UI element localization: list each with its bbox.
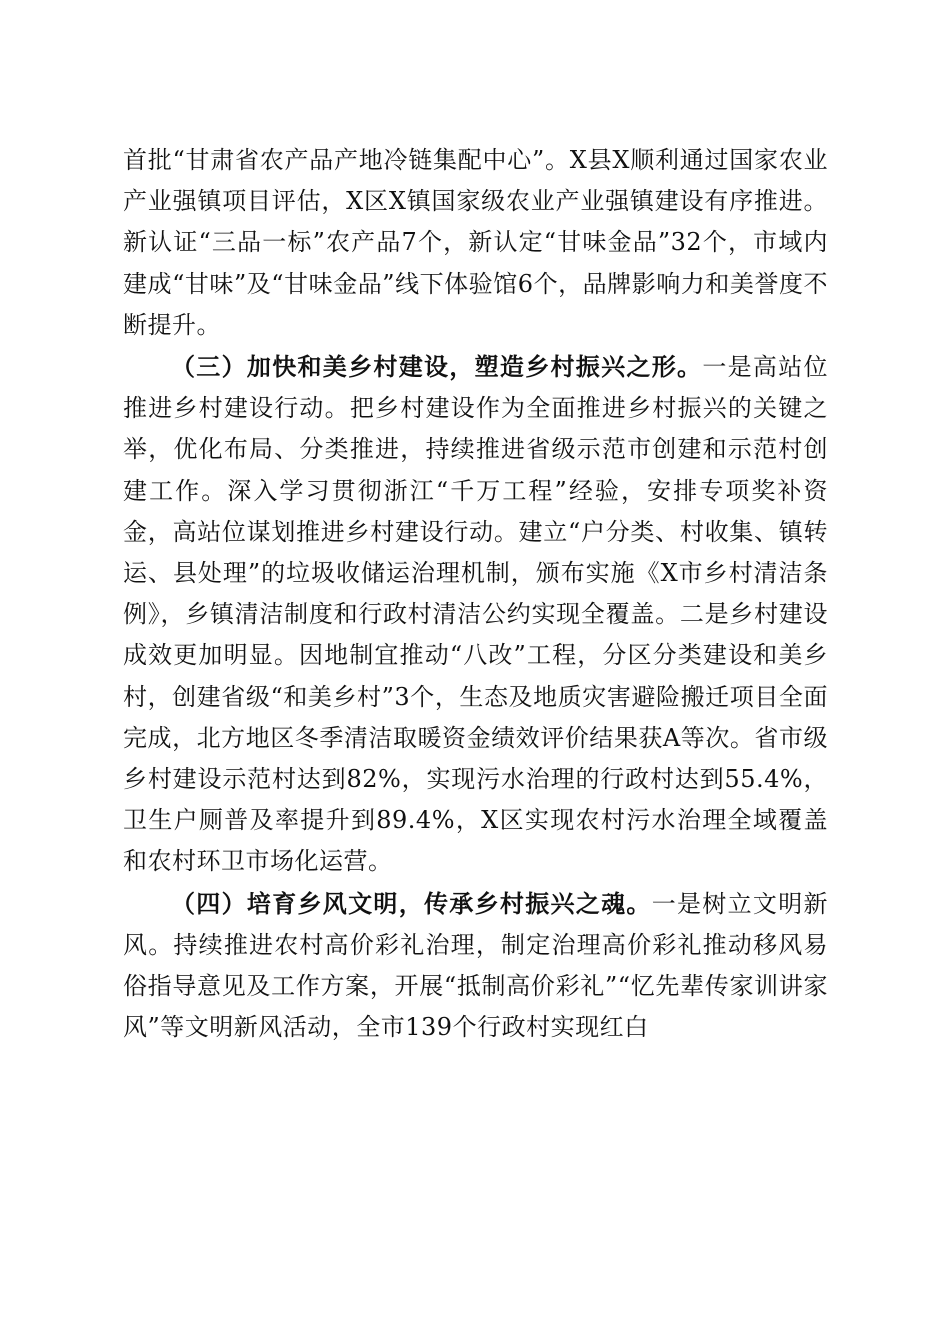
section-body-four: 一是树立文明新风。持续推进农村高价彩礼治理，制定治理高价彩礼推动移风易俗指导意见及工作方案，开展“抵制高价彩礼”“忆先辈传家训讲家风”等文明新风活动，全市139个行政村实现红白 bbox=[123, 889, 829, 1042]
section-heading-four: （四）培育乡风文明，传承乡村振兴之魂。 bbox=[171, 888, 652, 918]
document-body bbox=[123, 140, 828, 1048]
section-body-three: 一是高站位推进乡村建设行动。把乡村建设作为全面推进乡村振兴的关键之举，优化布局、分类推进，持续推进省级示范市创建和示范村创建工作。深入学习贯彻浙江“千万工程”经验，安排专项奖补资金，高站位谋划推进乡村建设行动。建立“户分类、村收集、镇转运、县处理”的垃圾收储运治理机制，颁布实施《X市乡村清洁条例》，乡镇清洁制度和行政村清洁公约实现全覆盖。二是乡村建设成效更加明显。因地制宜推动“八改”工程，分区分类建设和美乡村，创建省级“和美乡村”3个，生态及地质灾害避险搬迁项目全面完成，北方地区冬季清洁取暖资金绩效评价结果获A等次。省市级乡村建设示范村达到82%，实现污水治理的行政村达到55.4%，卫生户厕普及率提升到89.4%，X区实现农村污水治理全域覆盖和农村环卫市场化运营。 bbox=[123, 353, 829, 876]
paragraph-brand: 首批“甘肃省农产品产地冷链集配中心”。X县X顺利通过国家农业产业强镇项目评估，X区X镇国家级农业产业强镇建设有序推进。新认证“三品一标”农产品7个，新认定“甘味金品”32个，市域内建成“甘味”及“甘味金品”线下体验馆6个，品牌影响力和美誉度不断提升。 bbox=[123, 146, 828, 339]
paragraph-rural-civilization bbox=[123, 883, 828, 1049]
section-heading-three: （三）加快和美乡村建设，塑造乡村振兴之形。 bbox=[171, 352, 703, 382]
paragraph-village-construction bbox=[123, 346, 828, 883]
